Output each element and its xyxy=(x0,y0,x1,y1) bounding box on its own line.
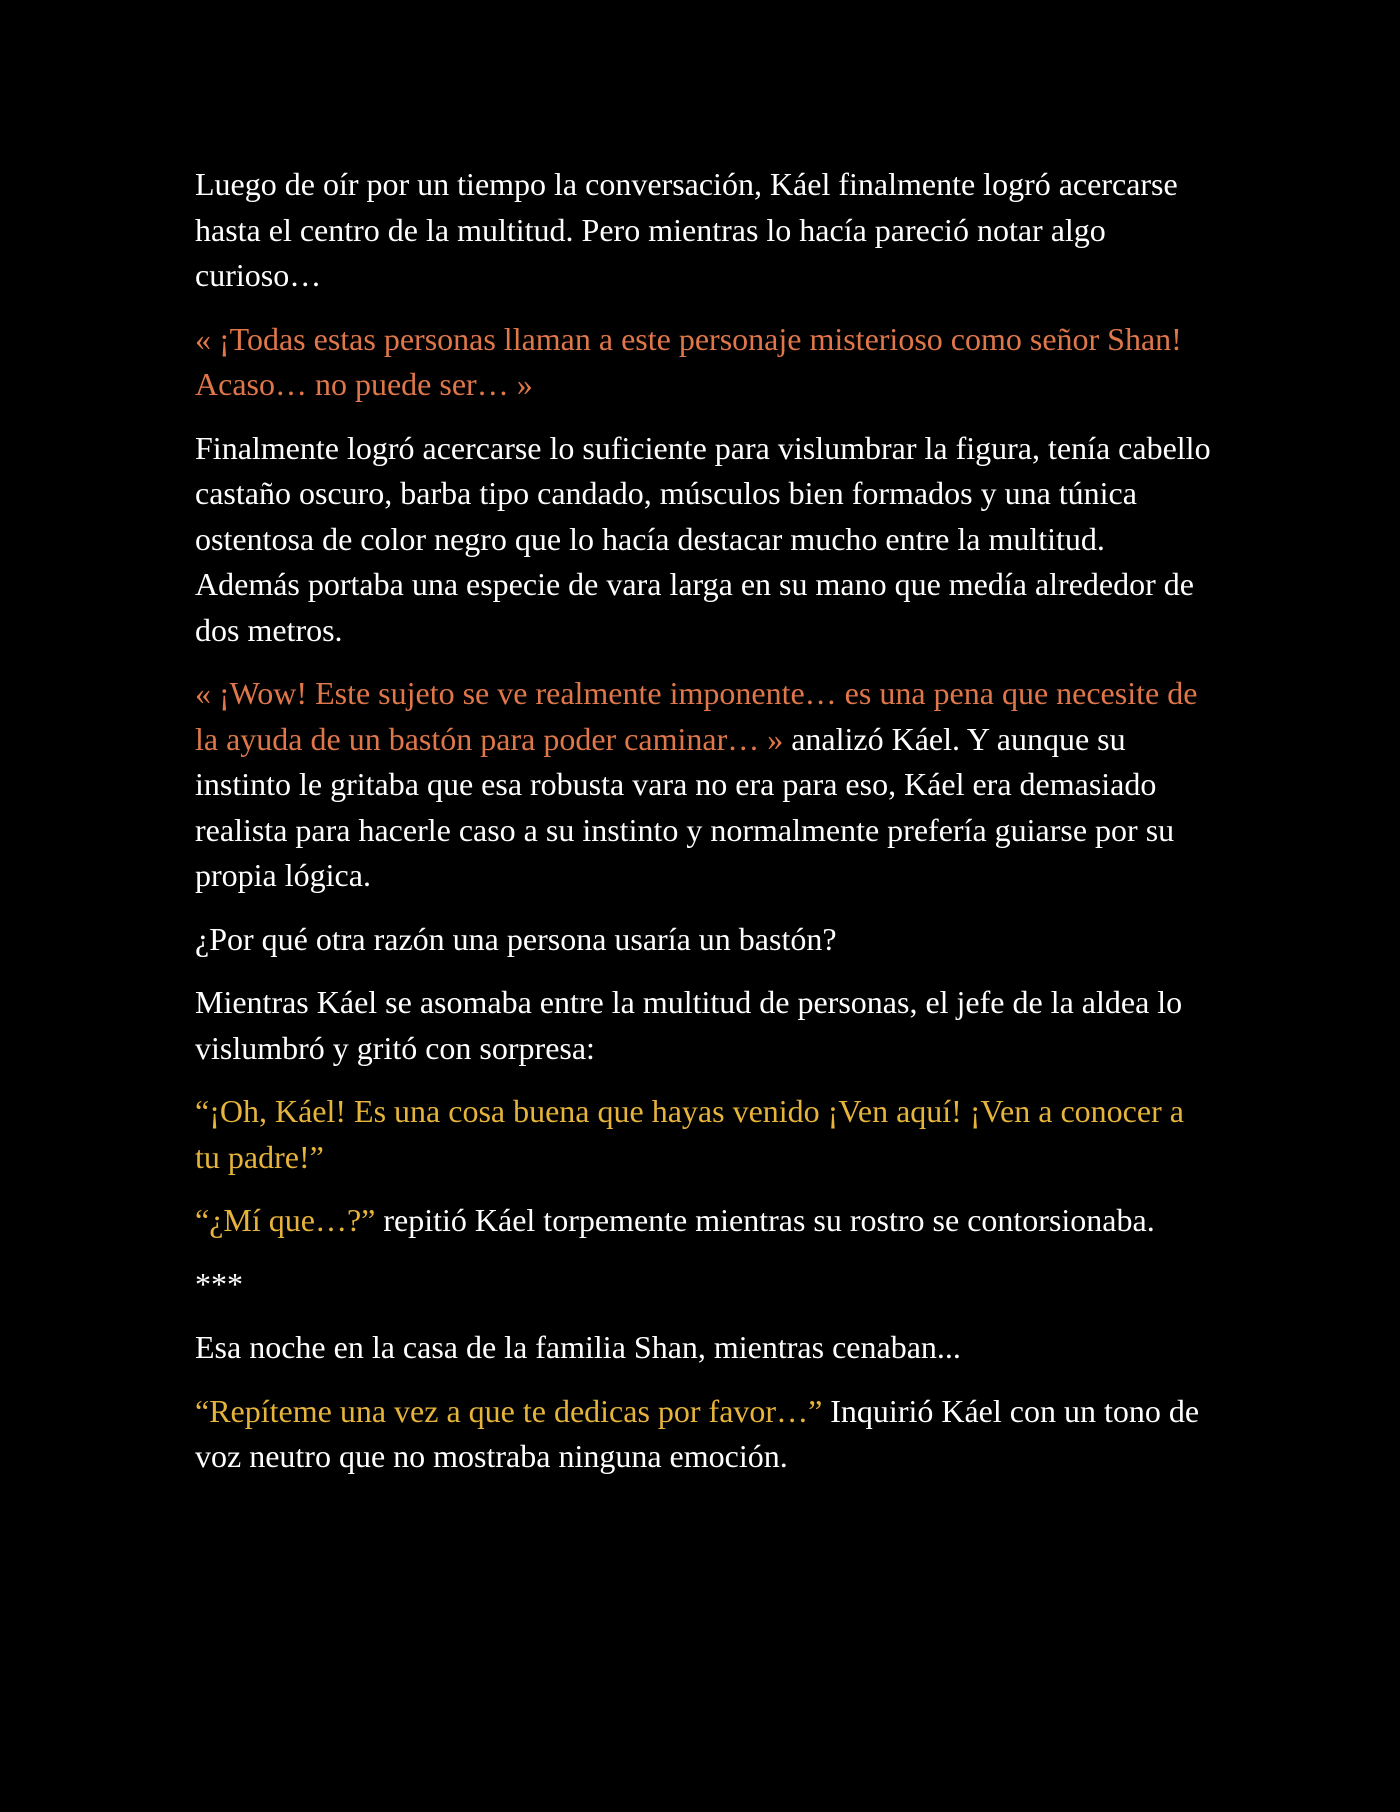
thought-text: « ¡Todas estas personas llaman a este personaje misterioso como señor Shan! Acaso… no puede ser… » xyxy=(195,320,1182,402)
scene-break xyxy=(195,1262,1215,1308)
thought-text: « ¡Wow! Este sujeto se ve realmente imponente… es una pena que necesite de la ayuda de un bastón para poder caminar… » xyxy=(195,675,1198,757)
paragraph xyxy=(195,1325,1215,1371)
paragraph xyxy=(195,317,1215,408)
narration-text: Luego de oír por un tiempo la conversación, Káel finalmente logró acercarse hasta el centro de la multitud. Pero mientras lo hacía pareció notar algo curioso… xyxy=(195,166,1178,293)
dialogue-text: “¡Oh, Káel! Es una cosa buena que hayas venido ¡Ven aquí! ¡Ven a conocer a tu padre!” xyxy=(195,1093,1184,1175)
dialogue-text: “Repíteme una vez a que te dedicas por favor…” xyxy=(195,1392,823,1429)
narration-text: analizó Káel. Y aunque su instinto le gritaba que esa robusta vara no era para eso, Káel era demasiado realista para hacerle caso a su instinto y normalmente prefería guiarse por su propia lógica. xyxy=(195,720,1175,893)
narration-text: repitió Káel torpemente mientras su rostro se contorsionaba. xyxy=(375,1202,1155,1238)
paragraph xyxy=(195,917,1215,963)
narration-text: Inquirió Káel con un tono de voz neutro que no mostraba ninguna emoción. xyxy=(195,1392,1200,1474)
document-page xyxy=(195,162,1215,1498)
narration-text: Mientras Káel se asomaba entre la multitud de personas, el jefe de la aldea lo vislumbró y gritó con sorpresa: xyxy=(195,984,1183,1066)
dialogue-text: “¿Mí que…?” xyxy=(195,1202,376,1238)
paragraph xyxy=(195,1089,1215,1180)
paragraph xyxy=(195,671,1215,899)
narration-text: Finalmente logró acercarse lo suficiente para vislumbrar la figura, tenía cabello castaño oscuro, barba tipo candado, músculos bien formados y una túnica ostentosa de color negro que lo hacía destacar mucho entre la multitud. Además portaba una especie de vara larga en su mano que medía alrededor de dos metros. xyxy=(195,429,1211,648)
narration-text: Esa noche en la casa de la familia Shan, mientras cenaban... xyxy=(195,1329,961,1365)
paragraph xyxy=(195,1198,1215,1244)
scene-break-text: *** xyxy=(195,1265,243,1302)
paragraph xyxy=(195,980,1215,1071)
narration-text: ¿Por qué otra razón una persona usaría un bastón? xyxy=(195,920,837,957)
paragraph xyxy=(195,162,1215,299)
paragraph xyxy=(195,426,1215,654)
paragraph xyxy=(195,1389,1215,1480)
